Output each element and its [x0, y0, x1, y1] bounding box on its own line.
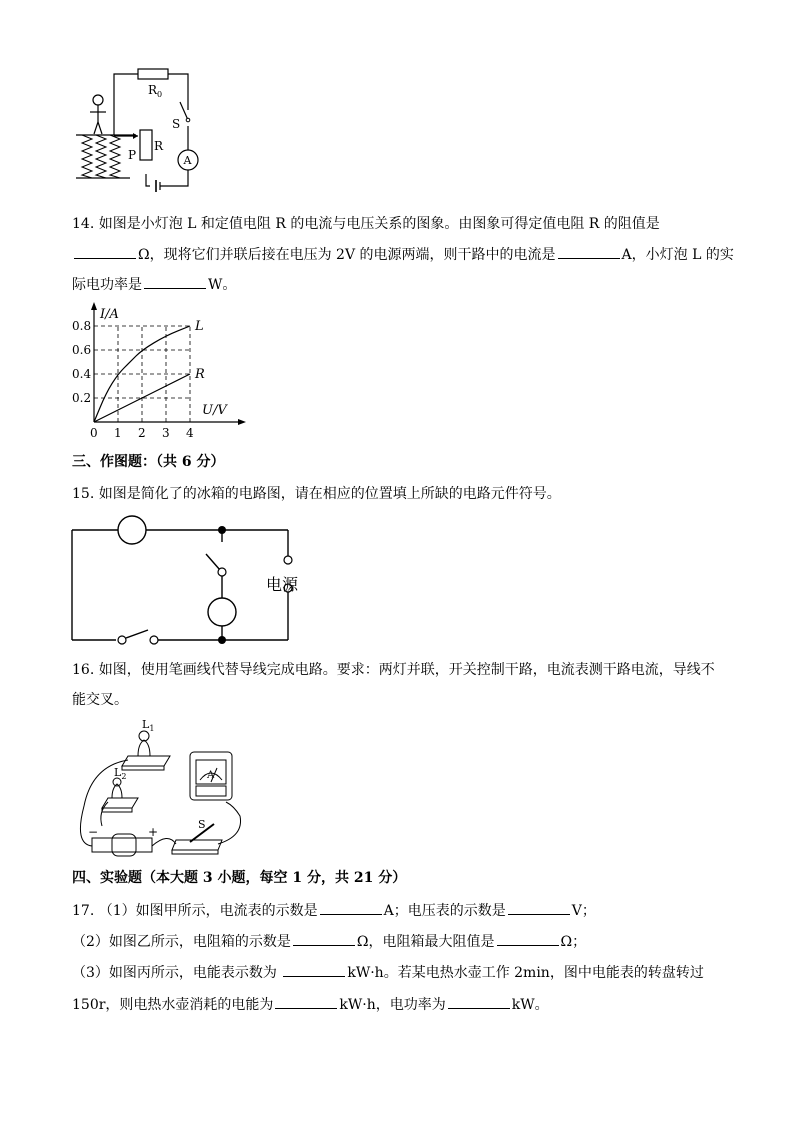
label-l1: $L_1$ [142, 718, 155, 733]
x-tick-label: 1 [114, 426, 122, 440]
q16-line2: 能交叉。 [72, 692, 128, 708]
q14-line3: 际电功率是 W。 [72, 274, 236, 295]
fridge-circuit [66, 510, 316, 650]
y-tick-label: 0.4 [72, 367, 92, 381]
q17-blank-3[interactable] [293, 931, 355, 946]
series-label-R: R [195, 367, 205, 382]
x-tick-label: 3 [162, 426, 170, 440]
series-label-L: L [195, 319, 204, 334]
label-switch: S [198, 818, 206, 831]
y-axis-arrow [91, 302, 97, 310]
y-tick-label: 0.8 [72, 319, 92, 333]
q14-blank-3[interactable] [144, 274, 206, 289]
q14-blank-1[interactable] [74, 244, 136, 259]
q14-blank-2[interactable] [558, 244, 620, 259]
x-axis-arrow [238, 419, 246, 425]
section4-title: 四、实验题（本大题 3 小题，每空 1 分，共 21 分） [72, 870, 407, 886]
y-tick-label: 0.6 [72, 343, 92, 357]
q17-line1: 17. （1）如图甲所示，电流表的示数是 A；电压表的示数是 V； [72, 900, 596, 921]
label-r0: $R_0$ [148, 83, 163, 99]
label-p: P [128, 148, 137, 162]
iv-chart [66, 302, 266, 442]
physical-circuit [72, 716, 252, 860]
ammeter-label: A [183, 154, 192, 167]
y-tick-label: 0.2 [72, 391, 92, 405]
q17-line2: （2）如图乙所示，电阻箱的示数是 Ω，电阻箱最大阻值是 Ω； [72, 931, 586, 952]
power-label: 电源 [266, 575, 299, 594]
q14-line2: Ω，现将它们并联后接在电压为 2V 的电源两端，则干路中的电流是 A，小灯泡 L 的实 [72, 244, 734, 265]
empty-circle-branch [208, 598, 236, 626]
q17-blank-6[interactable] [275, 994, 337, 1009]
ammeter-symbol: A [207, 770, 215, 781]
label-r: R [154, 139, 164, 153]
x-tick-label: 2 [138, 426, 146, 440]
q17-blank-7[interactable] [448, 994, 510, 1009]
empty-circle-top [118, 516, 146, 544]
x-axis-label: U/V [202, 403, 227, 418]
q16-line1: 16. 如图，使用笔画线代替导线完成电路。要求：两灯并联，开关控制干路，电流表测干路电流，导线不 [72, 662, 715, 678]
q17-blank-4[interactable] [497, 931, 559, 946]
y-axis-label: I/A [100, 307, 119, 322]
x-tick-label: 0 [90, 426, 98, 440]
q14-line1: 14. 如图是小灯泡 L 和定值电阻 R 的电流与电压关系的图象。由图象可得定值电阻 R 的阻值是 [72, 216, 660, 232]
q17-blank-5[interactable] [283, 962, 345, 977]
battery-minus: − [88, 825, 99, 839]
q17-line3: （3）如图丙所示，电能表示数为 kW·h。若某电热水壶工作 2min，图中电能表的转盘转过 [72, 962, 704, 983]
battery-plus: + [148, 825, 159, 839]
circuit-figure-1 [70, 64, 220, 192]
label-s: S [172, 117, 181, 131]
q17-blank-2[interactable] [508, 900, 570, 915]
label-l2: $L_2$ [114, 766, 127, 781]
q17-line4: 150r，则电热水壶消耗的电能为 kW·h，电功率为 kW。 [72, 994, 549, 1015]
q17-blank-1[interactable] [320, 900, 382, 915]
q15-text: 15. 如图是简化了的冰箱的电路图，请在相应的位置填上所缺的电路元件符号。 [72, 486, 561, 502]
section3-title: 三、作图题：（共 6 分） [72, 454, 225, 470]
x-tick-label: 4 [186, 426, 194, 440]
